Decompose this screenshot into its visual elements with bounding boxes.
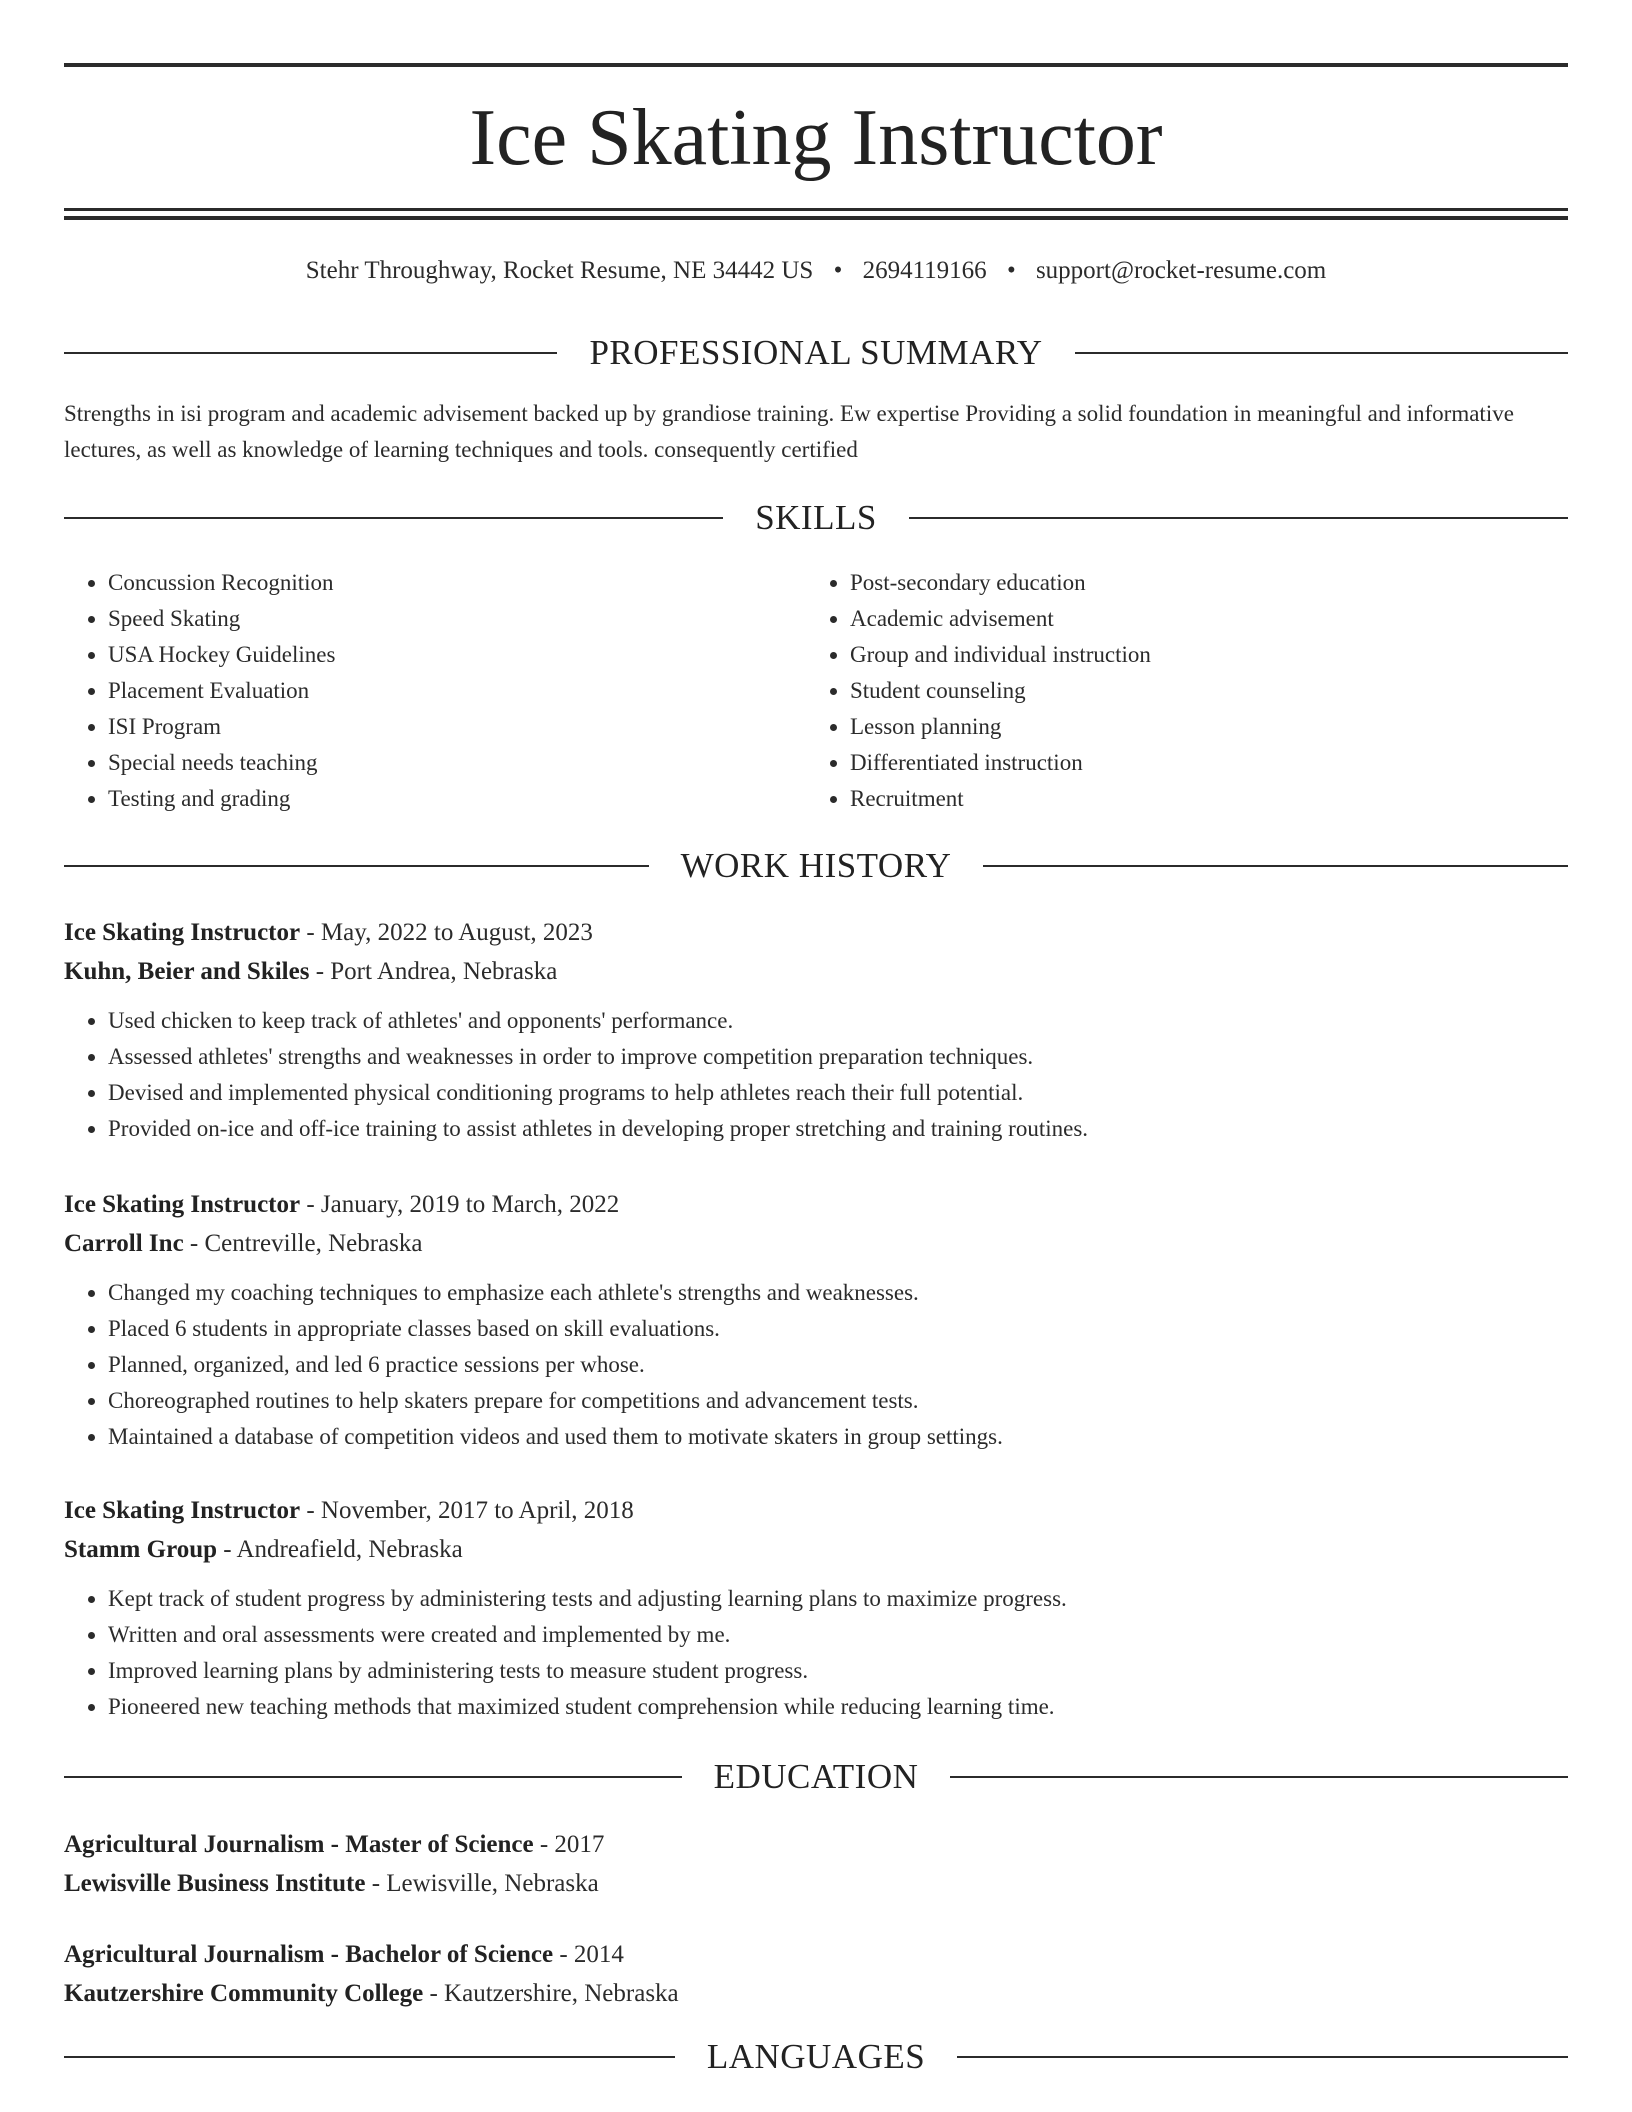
job-bullets bbox=[64, 1275, 1568, 1455]
divider-line bbox=[64, 352, 557, 354]
section-title: LANGUAGES bbox=[706, 2037, 926, 2076]
section-heading-work bbox=[64, 844, 1568, 888]
job-entry bbox=[64, 913, 1568, 1147]
skill-item: • Post-secondary education bbox=[850, 565, 1548, 601]
job-bullet: • Kept track of student progress by administering tests and adjusting learning plans to maximize progress. bbox=[108, 1581, 1568, 1617]
job-bullet: • Planned, organized, and led 6 practice sessions per whose. bbox=[108, 1347, 1568, 1383]
divider-line bbox=[64, 517, 723, 519]
education-entry bbox=[64, 1825, 1568, 1903]
contact-separator: • bbox=[833, 257, 843, 284]
job-location: - Centreville, Nebraska bbox=[183, 1230, 423, 1257]
job-bullet: • Improved learning plans by administering tests to measure student progress. bbox=[108, 1653, 1568, 1689]
job-bullet: • Written and oral assessments were created and implemented by me. bbox=[108, 1617, 1568, 1653]
section-title: WORK HISTORY bbox=[680, 846, 952, 885]
education-degree-line bbox=[64, 1825, 1568, 1864]
education-school: Kautzershire Community College bbox=[64, 1980, 424, 2007]
job-title: Ice Skating Instructor bbox=[64, 1191, 301, 1218]
section-heading-education bbox=[64, 1755, 1568, 1799]
skill-item: • Lesson planning bbox=[850, 709, 1548, 745]
skill-item: • Special needs teaching bbox=[108, 745, 806, 781]
job-entry bbox=[64, 1491, 1568, 1725]
job-bullet: • Pioneered new teaching methods that maximized student comprehension while reducing learning time. bbox=[108, 1689, 1568, 1725]
job-company-line bbox=[64, 1530, 1568, 1569]
education-degree: Agricultural Journalism - Bachelor of Science bbox=[64, 1941, 554, 1968]
education-degree-line bbox=[64, 1935, 1568, 1974]
job-title-line bbox=[64, 1491, 1568, 1530]
skills-list bbox=[64, 565, 1568, 817]
job-bullet: • Provided on-ice and off-ice training to assist athletes in developing proper stretching and training routines. bbox=[108, 1111, 1568, 1147]
skill-item: • Speed Skating bbox=[108, 601, 806, 637]
section-title: EDUCATION bbox=[713, 1757, 919, 1796]
skill-item: • USA Hockey Guidelines bbox=[108, 637, 806, 673]
contact-email: support@rocket-resume.com bbox=[1035, 257, 1327, 284]
job-bullet: • Changed my coaching techniques to emphasize each athlete's strengths and weaknesses. bbox=[108, 1275, 1568, 1311]
job-title-line bbox=[64, 913, 1568, 952]
job-location: - Port Andrea, Nebraska bbox=[309, 958, 558, 985]
divider-line bbox=[1075, 352, 1568, 354]
job-bullet: • Choreographed routines to help skaters prepare for competitions and advancement tests. bbox=[108, 1383, 1568, 1419]
job-location: - Andreafield, Nebraska bbox=[217, 1536, 463, 1563]
education-location: - Kautzershire, Nebraska bbox=[423, 1980, 679, 2007]
divider-line bbox=[909, 517, 1568, 519]
skill-item: • Student counseling bbox=[850, 673, 1548, 709]
job-bullet: • Placed 6 students in appropriate classes based on skill evaluations. bbox=[108, 1311, 1568, 1347]
job-dates: - January, 2019 to March, 2022 bbox=[300, 1191, 620, 1218]
section-heading-languages bbox=[64, 2035, 1568, 2079]
skills-column-left bbox=[64, 565, 806, 817]
job-title: Ice Skating Instructor bbox=[64, 919, 301, 946]
skill-item: • Recruitment bbox=[850, 781, 1548, 817]
job-bullet: • Assessed athletes' strengths and weaknesses in order to improve competition preparation techniques. bbox=[108, 1039, 1568, 1075]
education-school-line bbox=[64, 1974, 1568, 2013]
job-company: Stamm Group bbox=[64, 1536, 218, 1563]
job-company: Kuhn, Beier and Skiles bbox=[64, 958, 310, 985]
job-company-line bbox=[64, 952, 1568, 991]
job-bullet: • Devised and implemented physical conditioning programs to help athletes reach their full potential. bbox=[108, 1075, 1568, 1111]
title-rule-thick bbox=[64, 216, 1568, 220]
contact-phone: 2694119166 bbox=[862, 257, 987, 284]
job-title-line bbox=[64, 1185, 1568, 1224]
education-location: - Lewisville, Nebraska bbox=[365, 1870, 599, 1897]
divider-line bbox=[950, 1776, 1568, 1778]
education-year: - 2014 bbox=[553, 1941, 624, 1968]
job-dates: - November, 2017 to April, 2018 bbox=[300, 1497, 634, 1524]
divider-line bbox=[957, 2056, 1568, 2058]
job-company: Carroll Inc bbox=[64, 1230, 184, 1257]
job-bullet: • Used chicken to keep track of athletes' and opponents' performance. bbox=[108, 1003, 1568, 1039]
section-title: SKILLS bbox=[755, 498, 877, 537]
section-title: PROFESSIONAL SUMMARY bbox=[589, 333, 1043, 372]
summary-text: Strengths in isi program and academic advisement backed up by grandiose training. Ew expertise Providing a solid foundation in meaningful and informative lectures, as well as knowledge of learning techniques and tools. consequently certified bbox=[64, 401, 1514, 462]
title-rule-thin bbox=[64, 208, 1568, 211]
skill-item: • Academic advisement bbox=[850, 601, 1548, 637]
skill-item: • Group and individual instruction bbox=[850, 637, 1548, 673]
divider-line bbox=[64, 1776, 682, 1778]
job-bullets bbox=[64, 1581, 1568, 1725]
contact-separator: • bbox=[1006, 257, 1016, 284]
divider-line bbox=[64, 2056, 675, 2058]
job-dates: - May, 2022 to August, 2023 bbox=[300, 919, 593, 946]
skill-item: • Differentiated instruction bbox=[850, 745, 1548, 781]
job-entry bbox=[64, 1185, 1568, 1455]
education-school: Lewisville Business Institute bbox=[64, 1870, 366, 1897]
section-heading-summary bbox=[64, 331, 1568, 375]
divider-line bbox=[983, 865, 1568, 867]
contact-address: Stehr Throughway, Rocket Resume, NE 34442 US bbox=[305, 257, 814, 284]
job-bullets bbox=[64, 1003, 1568, 1147]
divider-line bbox=[64, 865, 649, 867]
skill-item: • ISI Program bbox=[108, 709, 806, 745]
skill-item: • Placement Evaluation bbox=[108, 673, 806, 709]
job-company-line bbox=[64, 1224, 1568, 1263]
skill-item: • Testing and grading bbox=[108, 781, 806, 817]
education-degree: Agricultural Journalism - Master of Science bbox=[64, 1831, 534, 1858]
skill-item: • Concussion Recognition bbox=[108, 565, 806, 601]
skills-column-right bbox=[806, 565, 1548, 817]
contact-line bbox=[64, 254, 1568, 288]
job-bullet: • Maintained a database of competition videos and used them to motivate skaters in group settings. bbox=[108, 1419, 1568, 1455]
top-rule bbox=[64, 63, 1568, 67]
resume-title: Ice Skating Instructor bbox=[469, 94, 1163, 182]
section-heading-skills bbox=[64, 496, 1568, 540]
education-year: - 2017 bbox=[533, 1831, 605, 1858]
education-school-line bbox=[64, 1864, 1568, 1903]
job-title: Ice Skating Instructor bbox=[64, 1497, 301, 1524]
education-entry bbox=[64, 1935, 1568, 2013]
